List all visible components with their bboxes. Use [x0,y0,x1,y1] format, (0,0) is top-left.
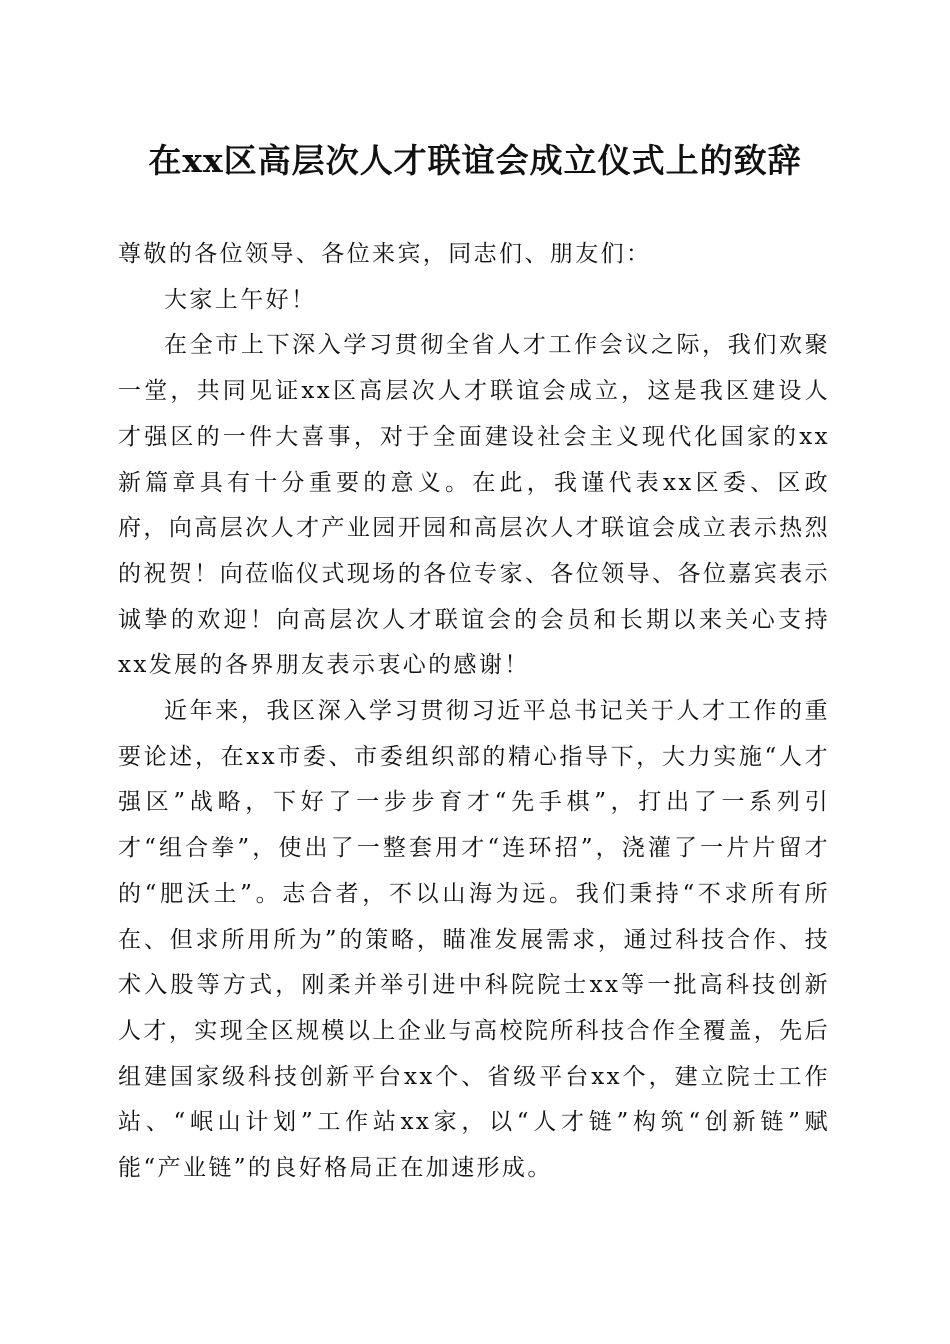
paragraph: 近年来，我区深入学习贯彻习近平总书记关于人才工作的重要论述，在xx市委、市委组织部的精心指导下，大力实施“人才强区”战略，下好了一步步育才“先手棋”，打出了一系列引才“组合拳”，使出了一整套用才“连环招”，浇灌了一片片留才的“肥沃土”。志合者，不以山海为远。我们秉持“不求所有所在、但求所用所为”的策略，瞄准发展需求，通过科技合作、技术入股等方式，刚柔并举引进中科院院士xx等一批高科技创新人才，实现全区规模以上企业与高校院所科技合作全覆盖，先后组建国家级科技创新平台xx个、省级平台xx个，建立院士工作站、“岷山计划”工作站xx家，以“人才链”构筑“创新链”赋能“产业链”的良好格局正在加速形成。 [118,698,830,1182]
salutation: 尊敬的各位领导、各位来宾，同志们、朋友们： [118,241,652,267]
document-title: 在xx区高层次人才联谊会成立仪式上的致辞 [148,141,802,180]
paragraph: 在全市上下深入学习贯彻全省人才工作会议之际，我们欢聚一堂，共同见证xx区高层次人才联谊会成立，这是我区建设人才强区的一件大喜事，对于全面建设社会主义现代化国家的xx新篇章具有十分重要的意义。在此，我谨代表xx区委、区政府，向高层次人才产业园开园和高层次人才联谊会成立表示热烈的祝贺！向莅临仪式现场的各位专家、各位领导、各位嘉宾表示诚挚的欢迎！向高层次人才联谊会的会员和长期以来关心支持xx发展的各界朋友表示衷心的感谢！ [118,332,830,679]
greeting: 大家上午好！ [164,286,317,313]
document-body [118,232,830,1192]
